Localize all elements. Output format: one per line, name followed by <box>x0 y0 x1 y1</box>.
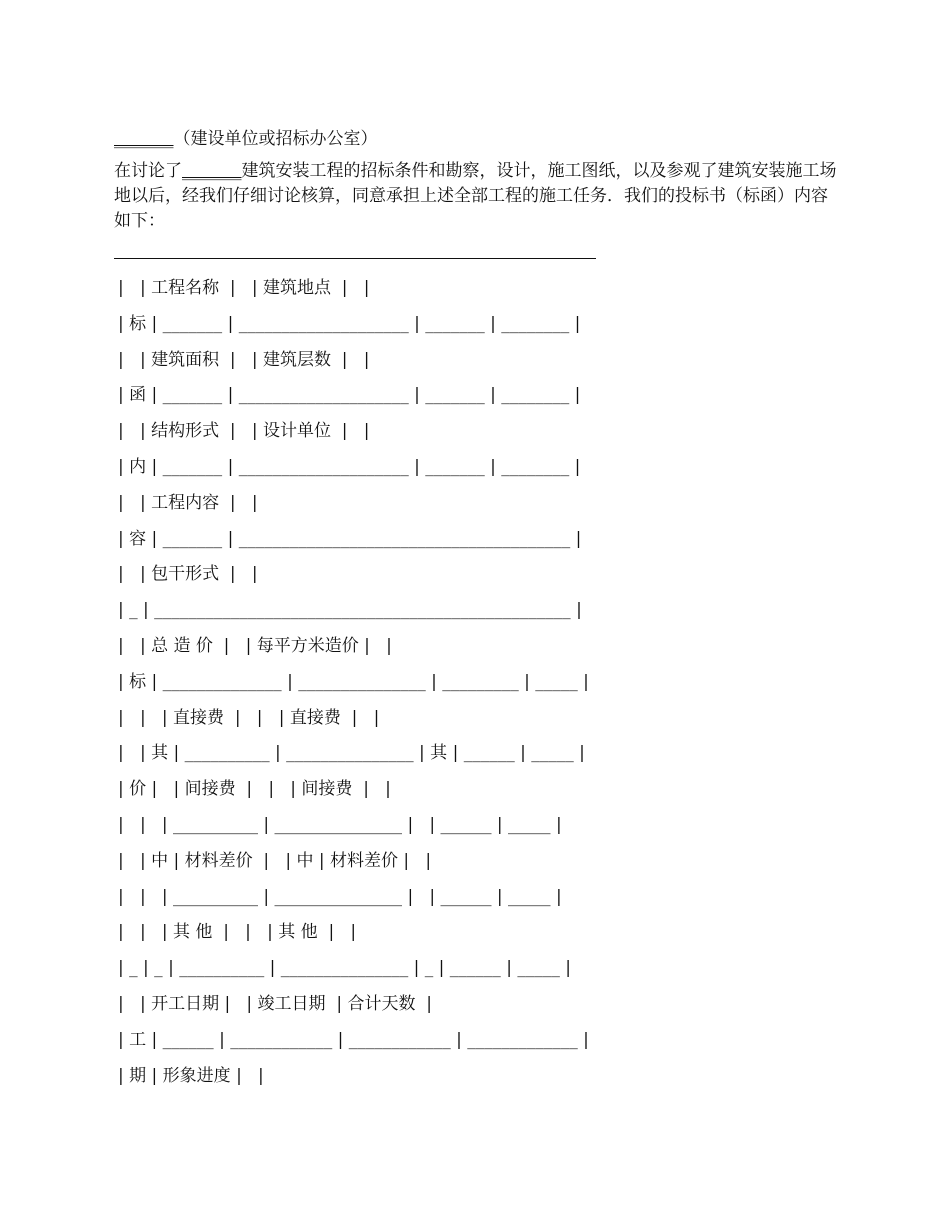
form-line: | | | 直接费 | | | 直接费 | | <box>118 707 380 728</box>
form-line: | | 包干形式 | | <box>118 564 258 585</box>
form-line: | 容 | _______ | _______________________________________ | <box>118 528 582 549</box>
tender-form-table <box>118 276 589 1099</box>
intro-paragraph <box>114 159 840 234</box>
form-line: | | 其 | __________ | _______________ | 其 | ______ | _____ | <box>118 743 585 764</box>
intro-text-rest: 建筑安装工程的招标条件和勘察，设计，施工图纸，以及参观了建筑安装施工场地以后，经我们仔细讨论核算，同意承担上述全部工程的施工任务．我们的投标书（标函）内容如下： <box>114 161 837 231</box>
project-name-blank: _______ <box>182 161 242 181</box>
form-line: | 价 | | 间接费 | | | 间接费 | | <box>118 779 391 800</box>
form-line: | | 工程内容 | | <box>118 492 258 513</box>
form-line: | | 中 | 材料差价 | | 中 | 材料差价 | | <box>118 850 432 871</box>
form-line: | 标 | _______ | ____________________ | _______ | ________ | <box>118 313 581 334</box>
addressee-note: （建设单位或招标办公室） <box>173 129 378 149</box>
form-line: | _ | _ | __________ | _______________ | _ | ______ | _____ | <box>118 958 571 979</box>
form-line: | 函 | _______ | ____________________ | _______ | ________ | <box>118 385 581 406</box>
form-line: | | | __________ | _______________ | | ______ | _____ | <box>118 814 562 835</box>
form-line: | | 总 造 价 | | 每平方米造价 | | <box>118 635 392 656</box>
intro-text-start: 在讨论了 <box>114 161 182 181</box>
addressee-blank: _______ <box>114 129 174 149</box>
form-line: | 标 | ______________ | _______________ | _________ | _____ | <box>118 671 589 692</box>
separator-rule <box>114 258 596 259</box>
form-line: | 工 | ______ | ____________ | ____________ | _____________ | <box>118 1029 589 1050</box>
form-line: | | 建筑面积 | | 建筑层数 | | <box>118 349 370 370</box>
form-line: | | 工程名称 | | 建筑地点 | | <box>118 278 370 298</box>
form-line: | _ | _________________________________________________ | <box>118 600 582 621</box>
form-line: | | 开工日期 | | 竣工日期 | 合计天数 | <box>118 993 433 1014</box>
form-line: | 内 | _______ | ____________________ | _______ | ________ | <box>118 456 581 477</box>
form-line: | | 结构形式 | | 设计单位 | | <box>118 421 370 442</box>
form-line: | | | 其 他 | | | 其 他 | | <box>118 922 357 943</box>
form-line: | | | __________ | _______________ | | ______ | _____ | <box>118 886 562 907</box>
form-line: | 期 | 形象进度 | | <box>118 1065 264 1086</box>
addressee-line <box>114 124 378 149</box>
